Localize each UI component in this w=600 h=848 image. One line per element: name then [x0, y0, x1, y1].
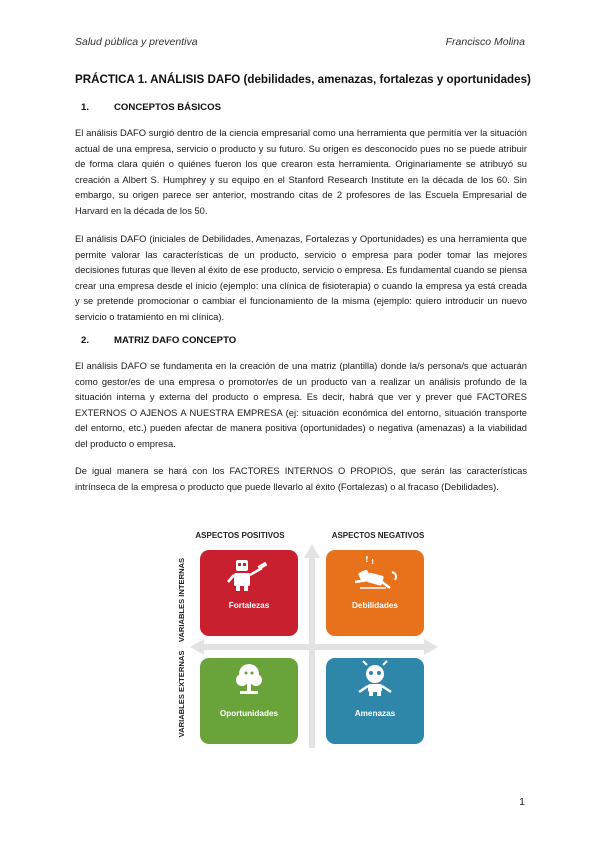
- svg-text:!: !: [365, 555, 369, 564]
- row-header-external: VARIABLES EXTERNAS: [177, 650, 186, 738]
- section-heading-2: [75, 335, 236, 346]
- section-number: 2.: [81, 335, 90, 346]
- document-title: PRÁCTICA 1. ANÁLISIS DAFO (debilidades, amenazas, fortalezas y oportunidades): [75, 73, 531, 86]
- page-number: 1: [519, 796, 525, 808]
- paragraph-matrix-concept: El análisis DAFO se fundamenta en la creación de una matriz (plantilla) donde la/s persona/s que actuarán como gestor/es de una empresa o promotor/es de un producto van a realizar un análisis profundo de la situación interna y externa del producto o empresa. Es decir, habrá que ver y prever qué FACTORES EXTERNOS O AJENOS A NUESTRA EMPRESA (ej: situación económica del entorno, situación transporte del entorno, etc.) pueden afectar de manera positiva (oportunidades) o negativa (amenazas) a la viabilidad del producto o empresa.: [75, 361, 527, 449]
- quadrant-label-weaknesses: Debilidades: [352, 601, 398, 610]
- header-course-name: Salud pública y preventiva: [75, 36, 198, 48]
- section-number: 1.: [81, 102, 90, 113]
- section-heading-1: [75, 102, 221, 113]
- section-title: MATRIZ DAFO CONCEPTO: [114, 335, 237, 346]
- quadrant-weaknesses: [326, 550, 424, 636]
- column-header-positive: ASPECTOS POSITIVOS: [195, 531, 285, 540]
- svg-text:!: !: [371, 558, 375, 566]
- paragraph-origin: El análisis DAFO surgió dentro de la ciencia empresarial como una herramienta que permitía ver la situación actual de una empresa, servicio o producto y su futuro. Su origen es desconocido pues no se puede atribuir de forma clara quién o quiénes fueron los que crearon esta herramienta. Originariamente se atribuyó su creación a Albert S. Humphrey y su equipo en el Stanford Research Institute en la década de los 60. Sin embargo, su origen parece ser anterior, mostrando citas de 2 profesores de las Escuela Empresarial de Harvard en la década de los 50.: [75, 128, 527, 216]
- page-header: [75, 36, 525, 52]
- column-header-negative: ASPECTOS NEGATIVOS: [331, 531, 425, 540]
- quadrant-opportunities: [200, 658, 298, 744]
- quadrant-label-threats: Amenazas: [354, 709, 396, 718]
- paragraph-internal-factors: De igual manera se hará con los FACTORES INTERNOS O PROPIOS, que serán las características intrínseca de la empresa o producto que puede llevarlo al éxito (Fortalezas) o al fracaso (Debilidades).: [75, 466, 527, 492]
- section-title: CONCEPTOS BÁSICOS: [114, 102, 221, 113]
- row-header-internal: VARIABLES INTERNAS: [177, 557, 186, 643]
- quadrant-strengths: [200, 550, 298, 636]
- quadrant-label-strengths: Fortalezas: [228, 601, 270, 610]
- dafo-matrix-figure: [170, 522, 442, 754]
- quadrant-threats: [326, 658, 424, 744]
- quadrant-label-opportunities: Oportunidades: [219, 709, 279, 718]
- header-author: Francisco Molina: [445, 36, 525, 48]
- paragraph-definition: El análisis DAFO (iniciales de Debilidades, Amenazas, Fortalezas y Oportunidades) es una herramienta que permite valorar las características de un producto, servicio o empresa para poder tomar las mejores decisiones futuras que lleven al éxito de ese producto, servicio o empresa. Es fundamental cuando se piensa crear una empresa desde el inicio (ejemplo: una clínica de fisioterapia) o cuando la empresa ya está creada y se pretende promocionar o cambiar el funcionamiento de la misma (ejemplo: quiero introducir un nuevo servicio o tratamiento en mi clínica).: [75, 234, 527, 322]
